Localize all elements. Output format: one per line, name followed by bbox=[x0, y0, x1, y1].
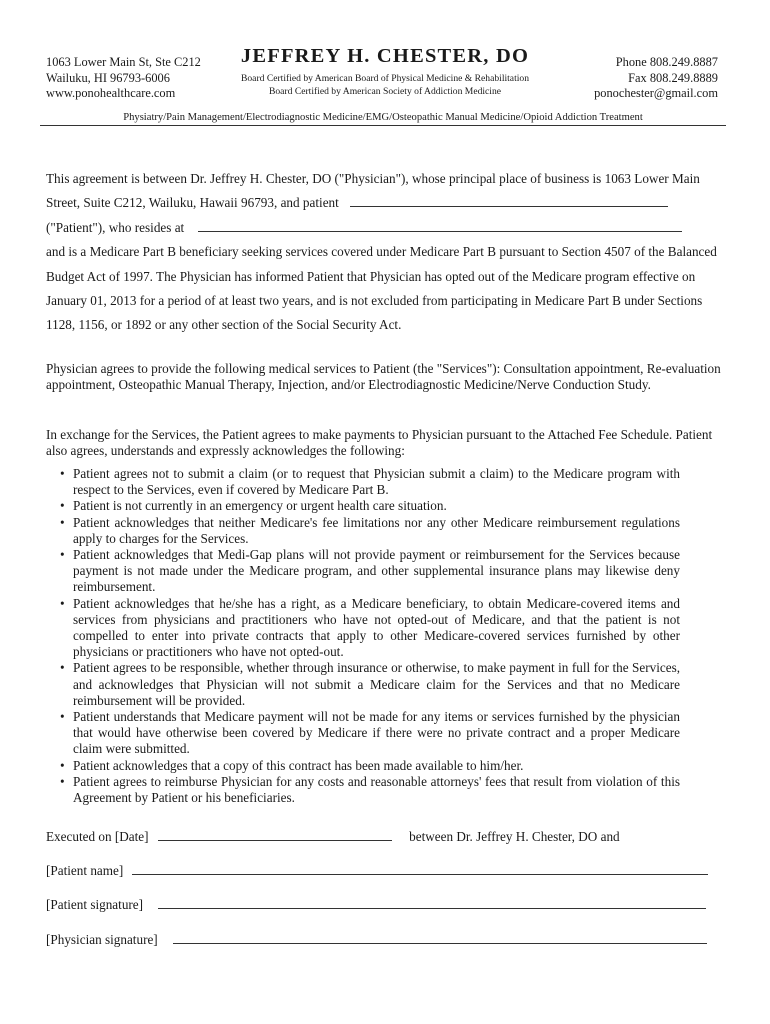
letterhead-address bbox=[46, 55, 201, 102]
list-item: • Patient acknowledges that Medi-Gap plans will not provide payment or reimbursement for the Services because payment is not made under the Medicare program, and other supplemental insurance plans may likewise deny reimbursement. bbox=[60, 547, 680, 595]
patient-name-row bbox=[46, 862, 708, 879]
physician-signature-field[interactable] bbox=[173, 931, 707, 944]
specialties-line: Physiatry/Pain Management/Electrodiagnostic Medicine/EMG/Osteopathic Manual Medicine/Opioid Addiction Treatment bbox=[123, 112, 643, 123]
bullet-icon: • bbox=[60, 514, 65, 530]
acknowledgement-list bbox=[58, 466, 680, 806]
list-item: • Patient acknowledges that he/she has a right, as a Medicare beneficiary, to obtain Medicare-covered items and services from physicians and practitioners who have not opted-out of Medicare, and that the patient is not compelled to enter into private contracts that apply to other Medicare-covered services furnished by other physicians or practitioners who have not opted-out. bbox=[60, 595, 680, 660]
services-paragraph: Physician agrees to provide the following medical services to Patient (the "Services"): Consultation appointment, Re-evaluation appointment, Osteopathic Manual Therapy, Injection, and/or Electrodiagnostic Medicine/Nerve Conduction Study. bbox=[46, 361, 721, 393]
certification-1: Board Certified by American Board of Physical Medicine & Rehabilitation bbox=[240, 73, 529, 84]
patient-name-field[interactable] bbox=[132, 862, 708, 875]
bullet-icon: • bbox=[60, 498, 65, 514]
patient-signature-row bbox=[46, 896, 706, 913]
bullet-icon: • bbox=[60, 595, 65, 611]
intro-text-part-3: and is a Medicare Part B beneficiary seeking services covered under Medicare Part B pursuant to Section 4507 of the Balanced Budget Act of 1997. The Physician has informed Patient that Physician has opted out of the Medicare program effective on January 01, 2013 for a period of at least two years, and is not excluded from participating in Medicare Part B under Sections 1128, 1156, or 1892 or any other section of the Social Security Act. bbox=[46, 244, 717, 333]
patient-address-blank[interactable] bbox=[198, 219, 682, 232]
bullet-icon: • bbox=[60, 466, 65, 481]
list-item: • Patient agrees to be responsible, whether through insurance or otherwise, to make payment in full for the Services, and acknowledges that Physician will not submit a Medicare claim for the Services and that no Medicare reimbursement will be provided. bbox=[60, 660, 680, 708]
bullet-icon: • bbox=[60, 757, 65, 773]
executed-on-label: Executed on [Date] bbox=[46, 829, 149, 844]
address-line-1: 1063 Lower Main St, Ste C212 bbox=[46, 55, 201, 69]
physician-signature-label: [Physician signature] bbox=[46, 932, 158, 947]
list-item: • Patient acknowledges that a copy of this contract has been made available to him/her. bbox=[60, 757, 524, 773]
letterhead-divider bbox=[40, 125, 726, 126]
between-text: between Dr. Jeffrey H. Chester, DO and bbox=[409, 829, 620, 844]
date-field[interactable] bbox=[158, 828, 392, 841]
address-line-2: Wailuku, HI 96793-6006 bbox=[46, 70, 170, 85]
intro-text-part-1: This agreement is between Dr. Jeffrey H. Chester, DO ("Physician"), whose principal place of business is 1063 Lower Main Street, Suite C212, Wailuku, Hawaii 96793, and patient bbox=[46, 171, 700, 211]
bullet-icon: • bbox=[60, 660, 65, 676]
exchange-paragraph: In exchange for the Services, the Patient agrees to make payments to Physician pursuant to the Attached Fee Schedule. Patient also agrees, understands and expressly acknowledges the following: bbox=[46, 427, 713, 459]
physician-signature-row bbox=[46, 931, 707, 948]
patient-signature-label: [Patient signature] bbox=[46, 897, 144, 912]
bullet-icon: • bbox=[60, 547, 65, 563]
patient-name-blank[interactable] bbox=[350, 194, 668, 207]
list-item: • Patient acknowledges that neither Medicare's fee limitations nor any other Medicare reimbursement regulations apply to charges for the Services. bbox=[60, 514, 680, 546]
email-link[interactable]: ponochester@gmail.com bbox=[594, 86, 718, 101]
intro-text-part-2: ("Patient"), who resides at bbox=[46, 219, 185, 235]
patient-signature-field[interactable] bbox=[158, 896, 706, 909]
list-item: • Patient understands that Medicare payment will not be made for any items or services furnished by the physician that would have otherwise been covered by Medicare if there were no private contract and a proper Medicare claim were submitted. bbox=[60, 709, 680, 757]
phone-number: Phone 808.249.8887 bbox=[615, 55, 718, 69]
list-item: • Patient agrees not to submit a claim (or to request that Physician submit a claim) to the Medicare program with respect to the Services, even if covered by Medicare Part B. bbox=[60, 466, 680, 498]
agreement-intro-paragraph bbox=[46, 167, 722, 338]
patient-name-label: [Patient name] bbox=[46, 863, 124, 878]
letterhead-title-block bbox=[225, 43, 545, 98]
list-item: • Patient agrees to reimburse Physician for any costs and reasonable attorneys' fees that result from violation of this Agreement by Patient or his beneficiaries. bbox=[60, 773, 680, 806]
certification-2: Board Certified by American Society of Addiction Medicine bbox=[268, 85, 502, 97]
list-item: • Patient is not currently in an emergency or urgent health care situation. bbox=[60, 498, 447, 514]
website-link[interactable]: www.ponohealthcare.com bbox=[46, 86, 176, 101]
bullet-icon: • bbox=[60, 709, 65, 725]
fax-number: Fax 808.249.8889 bbox=[628, 70, 718, 85]
executed-on-row bbox=[46, 828, 620, 845]
bullet-icon: • bbox=[60, 773, 65, 789]
letterhead-contact bbox=[594, 55, 718, 102]
physician-name: JEFFREY H. CHESTER, DO bbox=[240, 45, 530, 67]
